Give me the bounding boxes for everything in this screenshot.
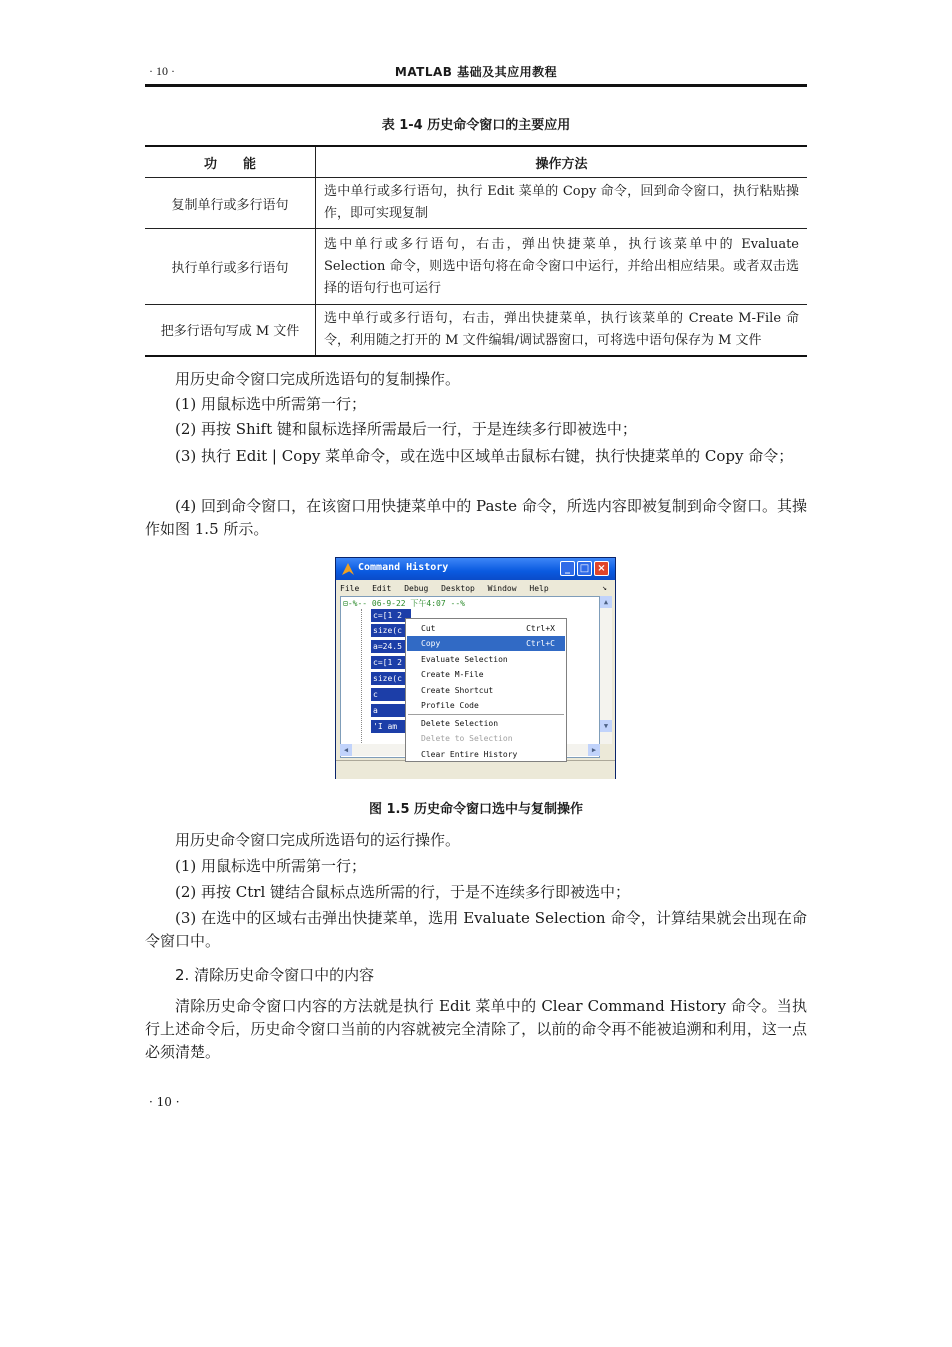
running-header xyxy=(145,62,807,80)
table-row xyxy=(145,178,807,229)
menu-debug[interactable]: Debug xyxy=(404,584,429,593)
copy-step-2: (2) 再按 Shift 键和鼠标选择所需最后一行，于是连续多行即被选中； xyxy=(175,420,637,438)
menu-item-delete-selection[interactable]: Delete Selection xyxy=(421,719,499,728)
menu-item-delete-to-selection: Delete to Selection xyxy=(421,734,513,743)
menu-file[interactable]: File xyxy=(340,584,360,593)
scroll-right-icon[interactable]: ▶ xyxy=(588,744,600,756)
footer-page-number: · 10 · xyxy=(149,1095,180,1109)
history-item[interactable]: size(c xyxy=(371,672,411,685)
menu-item-copy[interactable] xyxy=(407,636,565,651)
menu-item-create-shortcut[interactable]: Create Shortcut xyxy=(421,686,494,695)
menu-item-shortcut: Ctrl+X xyxy=(526,624,555,633)
table-row xyxy=(145,229,807,305)
table-cell-function: 把多行语句写成 M 文件 xyxy=(145,305,316,356)
minimize-button[interactable] xyxy=(560,561,575,576)
maximize-button[interactable] xyxy=(577,561,592,576)
menu-separator xyxy=(408,714,564,715)
menu-item-clear-entire-history[interactable]: Clear Entire History xyxy=(421,750,518,759)
table-cell-function: 执行单行或多行语句 xyxy=(145,229,316,305)
history-item[interactable]: 'I am xyxy=(371,720,411,733)
history-item[interactable]: c=[1 2 xyxy=(371,656,411,669)
history-item[interactable]: a=24.5 xyxy=(371,640,411,653)
menu-item-create-m-file[interactable]: Create M-File xyxy=(421,670,484,679)
table-row xyxy=(145,305,807,356)
history-item[interactable]: a xyxy=(371,704,411,717)
copy-step-3: (3) 执行 Edit | Copy 菜单命令，或在选中区域单击鼠标右键，执行快捷菜单的 Copy 命令； xyxy=(175,447,794,465)
menu-edit[interactable]: Edit xyxy=(372,584,392,593)
history-usage-table xyxy=(145,145,807,357)
close-button[interactable] xyxy=(594,561,609,576)
undock-arrow-icon[interactable]: ↘ xyxy=(602,583,607,592)
run-step-1: (1) 用鼠标选中所需第一行； xyxy=(175,857,367,875)
table-header-row xyxy=(145,146,807,178)
session-header[interactable]: ⊟-%-- 06-9-22 下午4:07 --% xyxy=(343,599,465,608)
scroll-up-icon[interactable]: ▲ xyxy=(600,596,612,608)
table-cell-method: 选中单行或多行语句，执行 Edit 菜单的 Copy 命令，回到命令窗口，执行粘贴操作，即可实现复制 xyxy=(324,184,799,221)
window-title: Command History xyxy=(358,562,449,573)
context-menu xyxy=(405,618,567,762)
subsection-heading: 2. 清除历史命令窗口中的内容 xyxy=(175,966,375,984)
close-icon: × xyxy=(597,563,606,574)
menu-item-evaluate-selection[interactable]: Evaluate Selection xyxy=(421,655,508,664)
history-item[interactable]: c xyxy=(371,688,411,701)
run-step-3: (3) 在选中的区域右击弹出快捷菜单，选用 Evaluate Selection 命令，计算结果就会出现在命令窗口中。 xyxy=(145,909,807,950)
menu-item-cut[interactable] xyxy=(407,621,565,636)
window-titlebar[interactable] xyxy=(336,558,615,580)
history-item[interactable]: c=[1 2 xyxy=(371,609,411,622)
header-page-number: · 10 · xyxy=(149,64,175,78)
run-step-2: (2) 再按 Ctrl 键结合鼠标点选所需的行，于是不连续多行即被选中； xyxy=(175,883,631,901)
table-cell-method: 选中单行或多行语句，右击，弹出快捷菜单，执行该菜单的 Create M-File 命令，利用随之打开的 M 文件编辑/调试器窗口，可将选中语句保存为 M 文件 xyxy=(324,310,799,348)
minimize-icon: _ xyxy=(565,563,570,574)
copy-step-4: (4) 回到命令窗口，在该窗口用快捷菜单中的 Paste 命令，所选内容即被复制到命令窗口。其操作如图 1.5 所示。 xyxy=(145,497,807,538)
menu-item-shortcut: Ctrl+C xyxy=(526,639,555,648)
copy-step-1: (1) 用鼠标选中所需第一行； xyxy=(175,395,367,413)
history-item[interactable]: size(c xyxy=(371,624,411,637)
menu-item-profile-code[interactable]: Profile Code xyxy=(421,701,479,710)
run-intro: 用历史命令窗口完成所选语句的运行操作。 xyxy=(175,831,461,849)
menu-help[interactable]: Help xyxy=(529,584,549,593)
menu-desktop[interactable]: Desktop xyxy=(441,584,475,593)
matlab-logo-icon xyxy=(342,563,354,575)
table-cell-function: 复制单行或多行语句 xyxy=(145,178,316,229)
table-header-method: 操作方法 xyxy=(535,156,588,172)
menu-window[interactable]: Window xyxy=(487,584,517,593)
table-cell-method: 选中单行或多行语句，右击，弹出快捷菜单，执行该菜单中的 Evaluate Selection 命令，则选中语句将在命令窗口中运行，并给出相应结果。或者双击选择的语句行也可运行 xyxy=(324,236,799,296)
menu-item-label: Cut xyxy=(421,624,436,633)
clear-history-paragraph: 清除历史命令窗口内容的方法就是执行 Edit 菜单中的 Clear Command History 命令。当执行上述命令后，历史命令窗口当前的内容就被完全清除了，以前的命令再不能被追溯和利用，这一点必须清楚。 xyxy=(145,997,807,1061)
maximize-icon: □ xyxy=(579,563,590,574)
scroll-down-icon[interactable]: ▼ xyxy=(600,720,612,732)
figure-caption: 图 1.5 历史命令窗口选中与复制操作 xyxy=(368,802,584,817)
scroll-left-icon[interactable]: ◀ xyxy=(340,744,352,756)
tree-connector xyxy=(361,609,363,749)
table-caption: 表 1-4 历史命令窗口的主要应用 xyxy=(381,118,571,133)
table-header-function: 功 能 xyxy=(145,146,316,178)
copy-intro: 用历史命令窗口完成所选语句的复制操作。 xyxy=(175,370,461,388)
status-bar xyxy=(336,760,615,779)
menu-item-label: Copy xyxy=(421,639,441,648)
vertical-scrollbar[interactable] xyxy=(600,596,612,744)
header-rule xyxy=(145,84,807,87)
header-book-title: MATLAB 基础及其应用教程 xyxy=(394,65,558,79)
menu-bar xyxy=(340,584,557,593)
